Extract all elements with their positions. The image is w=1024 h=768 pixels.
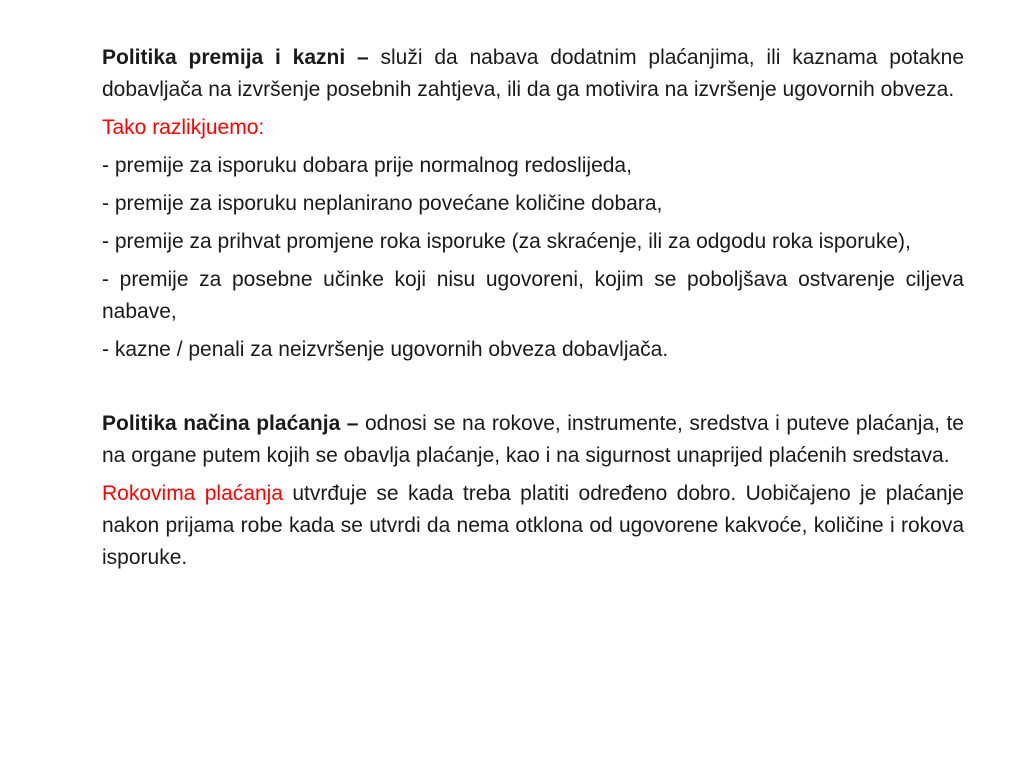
section-spacer: [102, 372, 964, 408]
list-item-text: - premije za prihvat promjene roka isporuke (za skraćenje, ili za odgodu roka isporuke),: [102, 230, 911, 253]
list-item: [102, 334, 964, 366]
rokovi-heading: Rokovima plaćanja: [102, 482, 283, 505]
premije-text: služi da nabava dodatnim plaćanjima, ili kaznama potakne dobavljača na izvršenje posebnih zahtjeva, ili da ga motivira na izvršenje ugovornih obveza.: [102, 46, 964, 101]
list-item-text: - premije za posebne učinke koji nisu ugovoreni, kojim se poboljšava ostvarenje ciljeva nabave,: [102, 268, 964, 323]
list-item-text: - premije za isporuku dobara prije normalnog redoslijeda,: [102, 154, 632, 177]
list-item: [102, 150, 964, 182]
list-item-text: - kazne / penali za neizvršenje ugovornih obveza dobavljača.: [102, 338, 669, 361]
premije-heading: Politika premija i kazni –: [102, 46, 369, 69]
list-item: [102, 264, 964, 328]
rokovi-text: utvrđuje se kada treba platiti određeno dobro. Uobičajeno je plaćanje nakon prijama robe kada se utvrdi da nema otklona od ugovorene kakvoće, količine i rokova isporuke.: [102, 482, 964, 569]
placanje-heading: Politika načina plaćanja –: [102, 412, 359, 435]
subheading-paragraph: [102, 112, 964, 144]
placanje-text: odnosi se na rokove, instrumente, sredstva i puteve plaćanja, te na organe putem kojih se obavlja plaćanje, kao i na sigurnost unaprijed plaćenih sredstava.: [102, 412, 964, 467]
premije-paragraph: [102, 42, 964, 106]
list-item: [102, 226, 964, 258]
list-item: [102, 188, 964, 220]
list-item-text: - premije za isporuku neplanirano povećane količine dobara,: [102, 192, 663, 215]
rokovi-paragraph: [102, 478, 964, 574]
placanje-paragraph: [102, 408, 964, 472]
tako-razlikujemo-label: Tako razlikjuemo:: [102, 116, 265, 139]
